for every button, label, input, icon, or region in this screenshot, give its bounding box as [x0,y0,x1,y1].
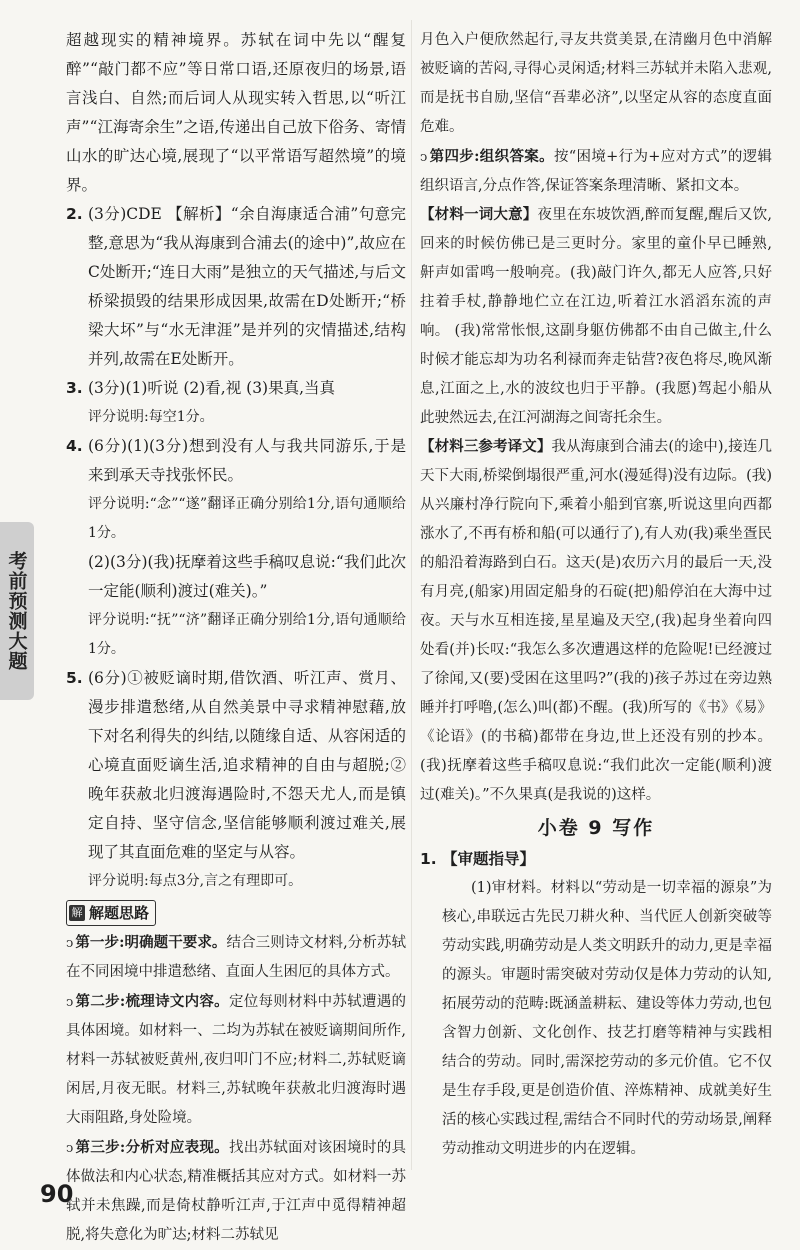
column-divider [411,20,412,1170]
item-text: (1)审材料。材料以“劳动是一切幸福的源泉”为核心,串联远古先民刀耕火种、当代匠人创新突破等劳动实践,明确劳动是人类文明跃升的动力,更是幸福的源头。审题时需突破对劳动仅是体力劳动的认知,拓展劳动的范畴:既涵盖耕耘、建设等体力劳动,也包含智力创新、文化创作、技艺打磨等精神与实践相结合的劳动。同时,需深挖劳动的多元价值。它不仅是生存手段,更是创造价值、淬炼精神、成就美好生活的核心实践过程,需结合不同时代的劳动场景,阐释劳动推动文明进步的内在逻辑。 [442,880,772,1157]
scoring-note: 评分说明:每点3分,言之有理即可。 [88,873,303,889]
step-3-continued: 月色入户便欣然起行,寻友共赏美景,在清幽月色中消解被贬谪的苦闷,寻得心灵闲适;材料三苏轼并未陷入悲观,而是抚书自励,坚信“吾辈必济”,以坚定从容的态度直面危难。 [420,32,772,135]
answer-item-2 [66,200,406,374]
item-number: 2. [66,205,83,223]
item-text: (3分)CDE 【解析】“余自海康适合浦”句意完整,意思为“我从海康到合浦去(的途中)”,故应在C处断开;“连日大雨”是独立的天气描述,与后文桥梁损毁的结果形成因果,故需在D处断开;“桥梁大坏”与“水无津涯”是并列的灾情描述,结构并列,故需在E处断开。 [88,205,406,368]
material-3-translation: 【材料三参考译文】我从海康到合浦去(的途中),接连几天下大雨,桥梁倒塌很严重,河水(漫延得)没有边际。(我)从兴廉村净行院向下,乘着小船到官寨,听说这里向西都涨水了,不再有桥和船(可以通行了),有人劝(我)乘坐疍民的船沿着海路到白石。这天(是)农历六月的最后一天,没有月亮,(船家)用固定船身的石碇(把)船停泊在大海中过夜。天与水互相连接,星星遍及天空,(我)起身坐着向四处看(并)长叹:“我怎么多次遭遇这样的危险呢!已经渡过了徐闻,又(要)受困在这里吗?”(我的)孩子苏过在旁边熟睡并打呼噜,(怎么)叫(都)不醒。(我)所写的《书》《易》《论语》(的书稿)都带在身边,世上还没有别的抄本。(我)抚摩着这些手稿叹息说:“我们此次一定能(顺利)渡过(难关)。”不久果真(是我说的)这样。 [420,439,773,803]
solution-approach-badge [66,900,156,926]
item-number: 3. [66,379,83,397]
right-column [420,26,772,1164]
swirl-icon: ↄ [66,936,74,951]
step-3: ↄ 第三步:分析对应表现。找出苏轼面对该困境时的具体做法和内心状态,精准概括其应对方式。如材料一苏轼并未焦躁,而是倚杖静听江声,于江声中觅得精神超脱,将失意化为旷达;材料二苏轼见 [66,1139,406,1243]
item-label: 【审题指导】 [442,850,536,868]
page-number: 90 [40,1180,74,1208]
side-tab [0,522,34,700]
item-number: 4. [66,437,83,455]
answer-item-5 [66,664,406,896]
swirl-icon: ↄ [66,995,74,1010]
item-text: (2)(3分)(我)抚摩着这些手稿叹息说:“我们此次一定能(顺利)渡过(难关)。” [88,553,406,600]
side-tab-label: 考前预测大题 [5,551,28,671]
item-number: 1. [420,850,437,868]
answer-item-3 [66,374,406,432]
item-text: (6分)①被贬谪时期,借饮酒、听江声、赏月、漫步排遣愁绪,从自然美景中寻求精神慰藉,放下对名利得失的纠结,以随缘自适、从容闲适的心境直面贬谪生活,追求精神的自由与超脱;②晚年获赦北归渡海遇险时,不怨天尤人,而是镇定自持、坚守信念,坚信能够顺利渡过难关,展现了其直面危难的坚定与从容。 [88,669,406,861]
item-text: (6分)(1)(3分)想到没有人与我共同游乐,于是来到承天寺找张怀民。 [88,437,406,484]
section-title: 小卷 9 写作 [537,817,655,839]
book-icon: 解 [69,905,85,921]
answer-item-4 [66,432,406,664]
scoring-note: 评分说明:“抚”“济”翻译正确分别给1分,语句通顺给1分。 [88,612,406,657]
left-column [66,26,406,1250]
step-1: ↄ 第一步:明确题干要求。结合三则诗文材料,分析苏轼在不同困境中排遣愁绪、直面人生困厄的具体方式。 [66,934,406,980]
material-1-meaning: 【材料一词大意】夜里在东坡饮酒,醉而复醒,醒后又饮,回来的时候仿佛已是三更时分。家里的童仆早已睡熟,鼾声如雷鸣一般响亮。(我)敲门许久,都无人应答,只好拄着手杖,静静地伫立在江边,听着江水滔滔东流的声响。 (我)常常怅恨,这副身躯仿佛都不由自己做主,什么时候才能忘却为功名利禄而奔走钻营?夜色将尽,晚风渐息,江面之上,水的波纹也归于平静。(我愿)驾起小船从此驶然远去,在江河湖海之间寄托余生。 [420,207,773,426]
writing-item-1 [420,845,772,1164]
scoring-note: 评分说明:每空1分。 [88,409,214,425]
badge-label: 解题思路 [89,904,150,922]
item-number: 5. [66,669,83,687]
intro-paragraph: 超越现实的精神境界。苏轼在词中先以“醒复醉”“敲门都不应”等日常口语,还原夜归的场景,语言浅白、自然;而后词人从现实转入哲思,以“听江声”“江海寄余生”之语,传递出自己放下俗务、寄情山水的旷达心境,展现了“以平常语写超然境”的境界。 [66,31,406,194]
swirl-icon: ↄ [66,1141,74,1156]
step-2: ↄ 第二步:梳理诗文内容。定位每则材料中苏轼遭遇的具体困境。如材料一、二均为苏轼在被贬谪期间所作,材料一苏轼被贬黄州,夜归叩门不应;材料二,苏轼贬谪闲居,月夜无眠。材料三,苏轼晚年获赦北归渡海时遇大雨阻路,身处险境。 [66,993,406,1126]
step-4: ↄ 第四步:组织答案。按“困境+行为+应对方式”的逻辑组织语言,分点作答,保证答案条理清晰、紧扣文本。 [420,148,773,194]
swirl-icon: ↄ [420,150,428,165]
item-text: (3分)(1)听说 (2)看,视 (3)果真,当真 [88,379,336,397]
scoring-note: 评分说明:“念”“遂”翻译正确分别给1分,语句通顺给1分。 [88,496,406,541]
